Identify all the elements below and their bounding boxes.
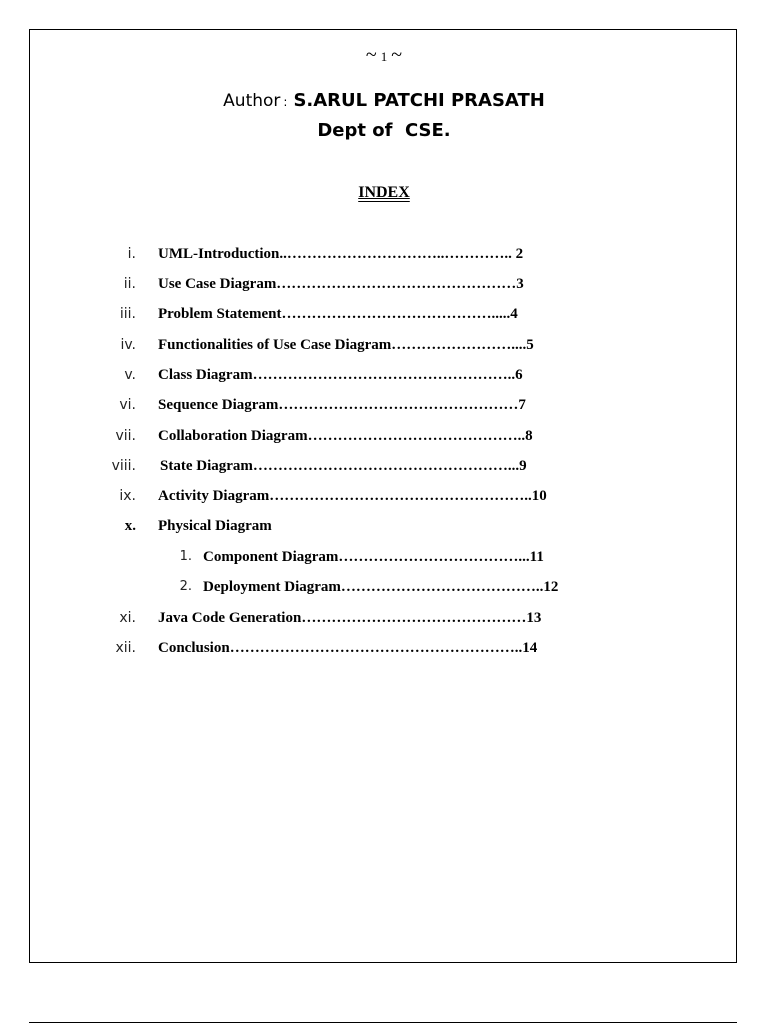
index-heading: INDEX [358,184,410,201]
toc-row [0,394,768,416]
toc-entry: Use Case Diagram…………………………………………3 [158,276,524,292]
toc-entry: Problem Statement…………………………………….....4 [158,306,518,322]
toc-entry: Java Code Generation………………………………………13 [158,610,542,626]
toc-entry: Conclusion…………………………………………………..14 [158,640,538,656]
footer-rule [29,1022,737,1023]
toc-row [0,485,768,507]
page-number [0,44,768,68]
tilde-right: ~ [391,44,403,66]
toc-subrow [0,576,768,598]
toc-entry: Functionalities of Use Case Diagram……………………....5 [158,337,534,353]
toc-row [0,303,768,325]
toc-row [0,515,768,537]
tilde-left: ~ [365,44,377,66]
toc-entry: Physical Diagram [158,518,272,534]
toc-sub-entry: Deployment Diagram…………………………………..12 [203,579,559,595]
toc-sub-numeral: 1. [179,549,192,564]
toc-numeral: ii. [123,276,136,292]
toc-sub-entry: Component Diagram………………………………...11 [203,549,544,565]
toc-row [0,243,768,265]
department: Dept of CSE. [317,120,451,141]
author-colon: : [283,95,288,109]
toc-numeral: vii. [115,428,136,444]
toc-row [0,364,768,386]
toc-row [0,334,768,356]
toc-subrow [0,546,768,568]
page-number-value: 1 [380,49,388,64]
toc-sub-numeral: 2. [179,579,192,594]
toc-numeral: x. [124,518,136,534]
toc-row [0,455,768,477]
toc-row [0,637,768,659]
toc-entry: State Diagram……………………………………………...9 [160,458,527,474]
toc-numeral: vi. [119,397,136,413]
toc-row [0,273,768,295]
toc-row [0,607,768,629]
author-line [0,88,768,115]
author-label: Author [223,91,281,111]
toc-numeral: ix. [119,488,136,504]
toc-entry: Sequence Diagram…………………………………………7 [158,397,526,413]
toc-entry: Class Diagram……………………………………………..6 [158,367,523,383]
toc-numeral: xii. [115,640,136,656]
toc-numeral: xi. [119,610,136,626]
toc-numeral: v. [124,367,136,383]
toc-entry: Collaboration Diagram……………………………………..8 [158,428,533,444]
toc-row [0,425,768,447]
toc-numeral: i. [127,246,136,262]
toc-entry: UML-Introduction..…………………………..………….. 2 [158,246,524,262]
toc-entry: Activity Diagram……………………………………………..10 [158,488,547,504]
toc-numeral: viii. [111,458,136,474]
author-name: S.ARUL PATCHI PRASATH [293,90,545,111]
toc-numeral: iv. [120,337,136,353]
toc-numeral: iii. [119,306,136,322]
